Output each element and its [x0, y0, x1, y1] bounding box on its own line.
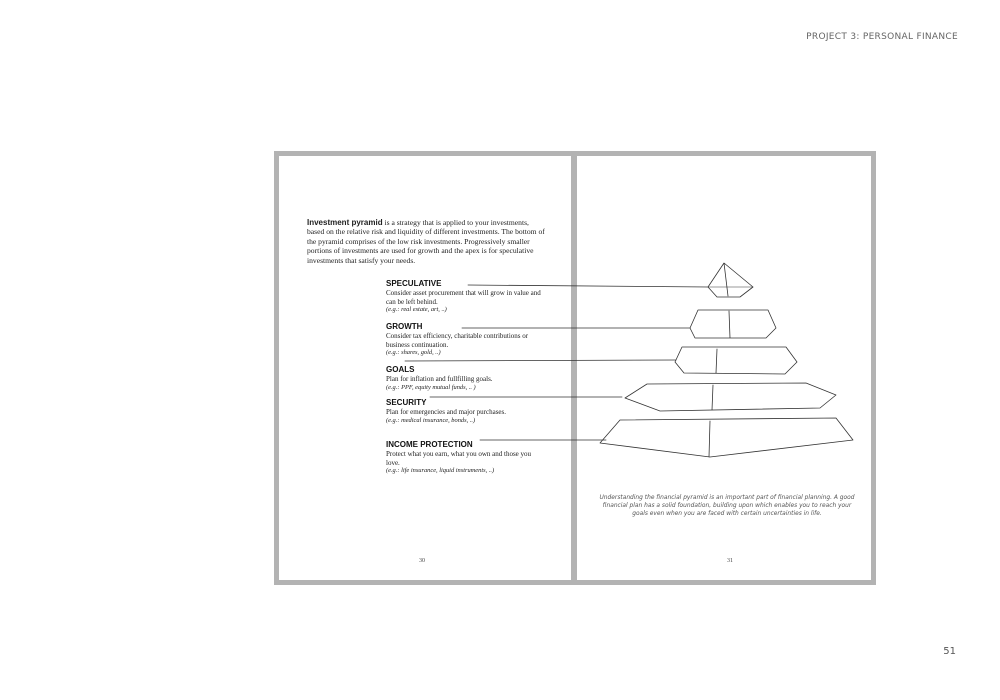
tier-description: Plan for emergencies and major purchases.: [386, 408, 506, 416]
page-number-left: 30: [419, 558, 425, 564]
document-page-number: 51: [943, 646, 956, 657]
tier-growth: [386, 322, 546, 358]
tier-goals: [386, 365, 546, 392]
right-page: [577, 156, 871, 580]
left-page: [279, 156, 571, 580]
tier-title: GOALS: [386, 365, 415, 374]
tier-example: (e.g.: shares, gold, ..): [386, 349, 441, 357]
tier-title: SPECULATIVE: [386, 279, 442, 288]
tier-example: (e.g.: PPF, equity mutual funds, .. ): [386, 383, 476, 391]
book-spread: [274, 151, 876, 585]
intro-text: is a strategy that is applied to your investments, based on the relative risk and liquidity of different investments. The bottom of the pyramid comprises of the low risk investments. Progressively smaller portions of investments are used for growth and the apex is for speculative investments that satisfy your needs.: [307, 218, 545, 265]
tier-speculative: [386, 279, 546, 315]
tier-description: Consider asset procurement that will grow in value and can be left behind.: [386, 289, 541, 306]
pyramid-caption: Understanding the financial pyramid is an important part of financial planning. A good financial plan has a solid foundation, building upon which enables you to reach your goals even when you are faced with certain uncertainties in life.: [599, 495, 855, 518]
intro-paragraph: [307, 218, 547, 265]
tier-title: GROWTH: [386, 322, 423, 331]
tier-title: INCOME PROTECTION: [386, 440, 473, 449]
intro-keyword: Investment pyramid: [307, 218, 383, 227]
tier-description: Protect what you earn, what you own and those you love.: [386, 450, 532, 467]
tier-security: [386, 398, 546, 425]
tier-description: Consider tax efficiency, charitable contributions or business continuation.: [386, 332, 529, 349]
tier-title: SECURITY: [386, 398, 427, 407]
tier-description: Plan for inflation and fullfilling goals.: [386, 375, 493, 383]
tier-example: (e.g.: medical insurance, bonds, ..): [386, 416, 476, 424]
tier-income-protection: [386, 440, 546, 476]
page-number-right: 31: [727, 558, 733, 564]
tier-example: (e.g.: life insurance, liquid instruments, ..): [386, 467, 495, 475]
tier-example: (e.g.: real estate, art, ..): [386, 306, 447, 314]
running-header: PROJECT 3: PERSONAL FINANCE: [806, 32, 958, 42]
